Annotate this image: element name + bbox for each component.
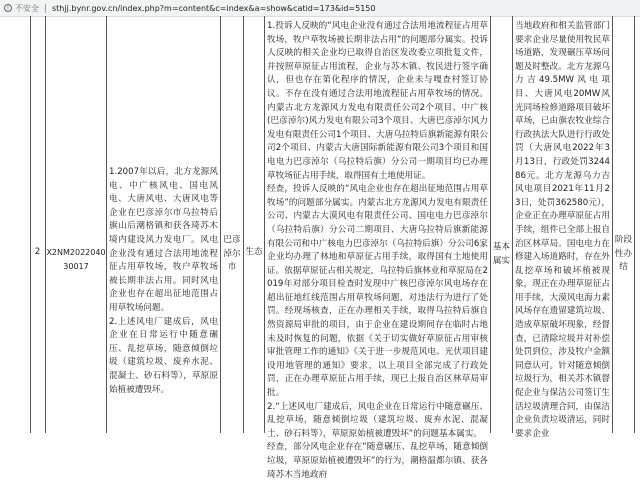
document-page xyxy=(0,16,640,480)
column-divider xyxy=(243,16,244,433)
column-divider xyxy=(30,16,31,433)
browser-address-bar[interactable] xyxy=(0,0,640,17)
region: 巴彦淖尔市 xyxy=(223,235,241,273)
column-divider xyxy=(220,16,221,433)
security-label: 不安全 xyxy=(15,3,39,13)
seq-number: 2 xyxy=(34,247,41,257)
info-icon: ! xyxy=(4,4,12,12)
verification-status: 基本属实 xyxy=(492,242,511,266)
column-divider xyxy=(490,16,491,433)
column-divider xyxy=(634,16,635,433)
column-divider xyxy=(612,16,613,433)
column-divider xyxy=(106,16,107,433)
url-text[interactable]: sthjj.bynr.gov.cn/index.php?m=content&c=index&a=show&catid=173&id=5150 xyxy=(52,3,376,13)
column-divider xyxy=(264,16,265,433)
divider xyxy=(45,4,46,13)
handling-measures: 当地政府和相关监管部门要求企业尽量使用牧民草场道路，发现碾压草场问题及时整改。北方龙源乌力吉49.5MW风电项目、大唐风电20MW风光同场检修道路项目破坏草场，已由旗农牧业综合行政执法大队进行行政处罚（大唐风电2022年3月13日，行政处罚324486元。北方龙源乌力吉风电项目2021年11月23日，处罚362580元），企业正在办理草原征占用手续，组件已全部上报自治区林草局。国电电力在修建入场道路时，存在外乱挖草场和破坏植被现象，现正在办理草原征占用手续，大漠风电海力素风场存在遗留建筑垃圾、造成草原破坏现象，经督查，已清除垃圾并对补偿处罚到位，涉及牧户金额同意认可。针对随意倾倒垃圾行为，相关苏木镇督促企业与保洁公司签订生活垃圾清理合同，由保洁企业负责垃圾清运，同时要求企业 xyxy=(515,21,610,439)
category: 生态 xyxy=(245,247,263,257)
complaint-content: 1.2007年以后，北方龙源风电、中广核风电、国电风电、大唐风电、大唐风电等企业在巴彦淖尔市乌拉特后旗山后潮格镇和获各琦苏木境内建设风力发电厂。风电企业没有通过合法用地流程征占用草牧场，牧户草牧场被长期非法占用。同时风电企业也存在超出征地范围占用草牧场问题。 2.上述风电厂建成后，风电企业在日常运行中随意碾压、乱挖草场，随意倾倒垃圾（建筑垃圾、废弃水泥、混凝土、砂石料等），草原原始植被遭毁坏。 xyxy=(109,167,218,395)
column-divider xyxy=(512,16,513,433)
security-indicator[interactable] xyxy=(4,3,39,14)
column-divider xyxy=(45,16,46,433)
case-id: X2NM202204030017 xyxy=(46,248,106,271)
completion-status: 阶段性办结 xyxy=(614,235,633,273)
investigation-result: 1.投诉人反映的“风电企业没有通过合法用地流程征占用草牧场，牧户草牧场被长期非法占用”的问题部分属实。投诉人反映的相关企业均已取得自治区发改委立项批复文件，并按照草原征占用流程，企业与苏木镇、牧民进行签字确认，但也存在第化程序的情况，企业未与嘎查村签订协议。不存在没有通过合法用地流程征占用草牧场的情况。内蒙古北方龙源风力发电有限责任公司2个项目、中广核(巴彦淖尔)风力发电有限公司3个项目、大唐巴彦淖尔风力发电有限责任公司1个项目、大唐乌拉特后旗新能源有限公司2个项目、内蒙古大唐国际新能源有限公司3个项目和国电电力巴彦淖尔（乌拉特后旗）分公司一期项目均已办理草牧场征占用手续，取得国有土地使用证。 经查，投诉人反映的“风电企业也存在超出征地范围占用草牧场”的问题部分属实。内蒙古北方龙源风力发电有限责任公司、内蒙古大漠风电有限责任公司、国电电力巴彦淖尔（乌拉特后旗）分公司二期项目、大唐乌拉特后旗新能源有限公司和中广核电力巴彦淖尔（乌拉特后旗）分公司6家企业均办理了林地和草原征占用手续，取得国有土地使用证。依据草原征占相关规定，乌拉特后旗林业和草原局在2019年对部分项目检查时发现中广核巴彦淖尔风电场存在超出征地红线范围占用草牧场问题，对违法行为进行了处罚。经现场核查，正在办理相关手续，取得乌拉特后旗自然资源局审批的项目，由于企业在建设期间存在临时占地未及时恢复的问题，依据《关于切实做好草原征占用审核审批管理工作的通知》《关于进一步规范风电、光伏项目建设用地管理的通知》要求，以上项目全部完成了行政处罚，正在办理草原征占用手续，现已上报自治区林草局审批。 2.“上述风电厂建成后，风电企业在日常运行中随意碾压、乱挖草场，随意倾倒垃圾（建筑垃圾、废弃水泥、混凝土、砂石料等），草原原始植被遭毁坏”的问题基本属实。 经查，部分风电企业存在“随意碾压、乱挖草场，随意倾倒垃圾，草原原始植被遭毁坏”的行为，潮格温都尔镇、获各琦苏木当地政府 xyxy=(267,21,488,480)
